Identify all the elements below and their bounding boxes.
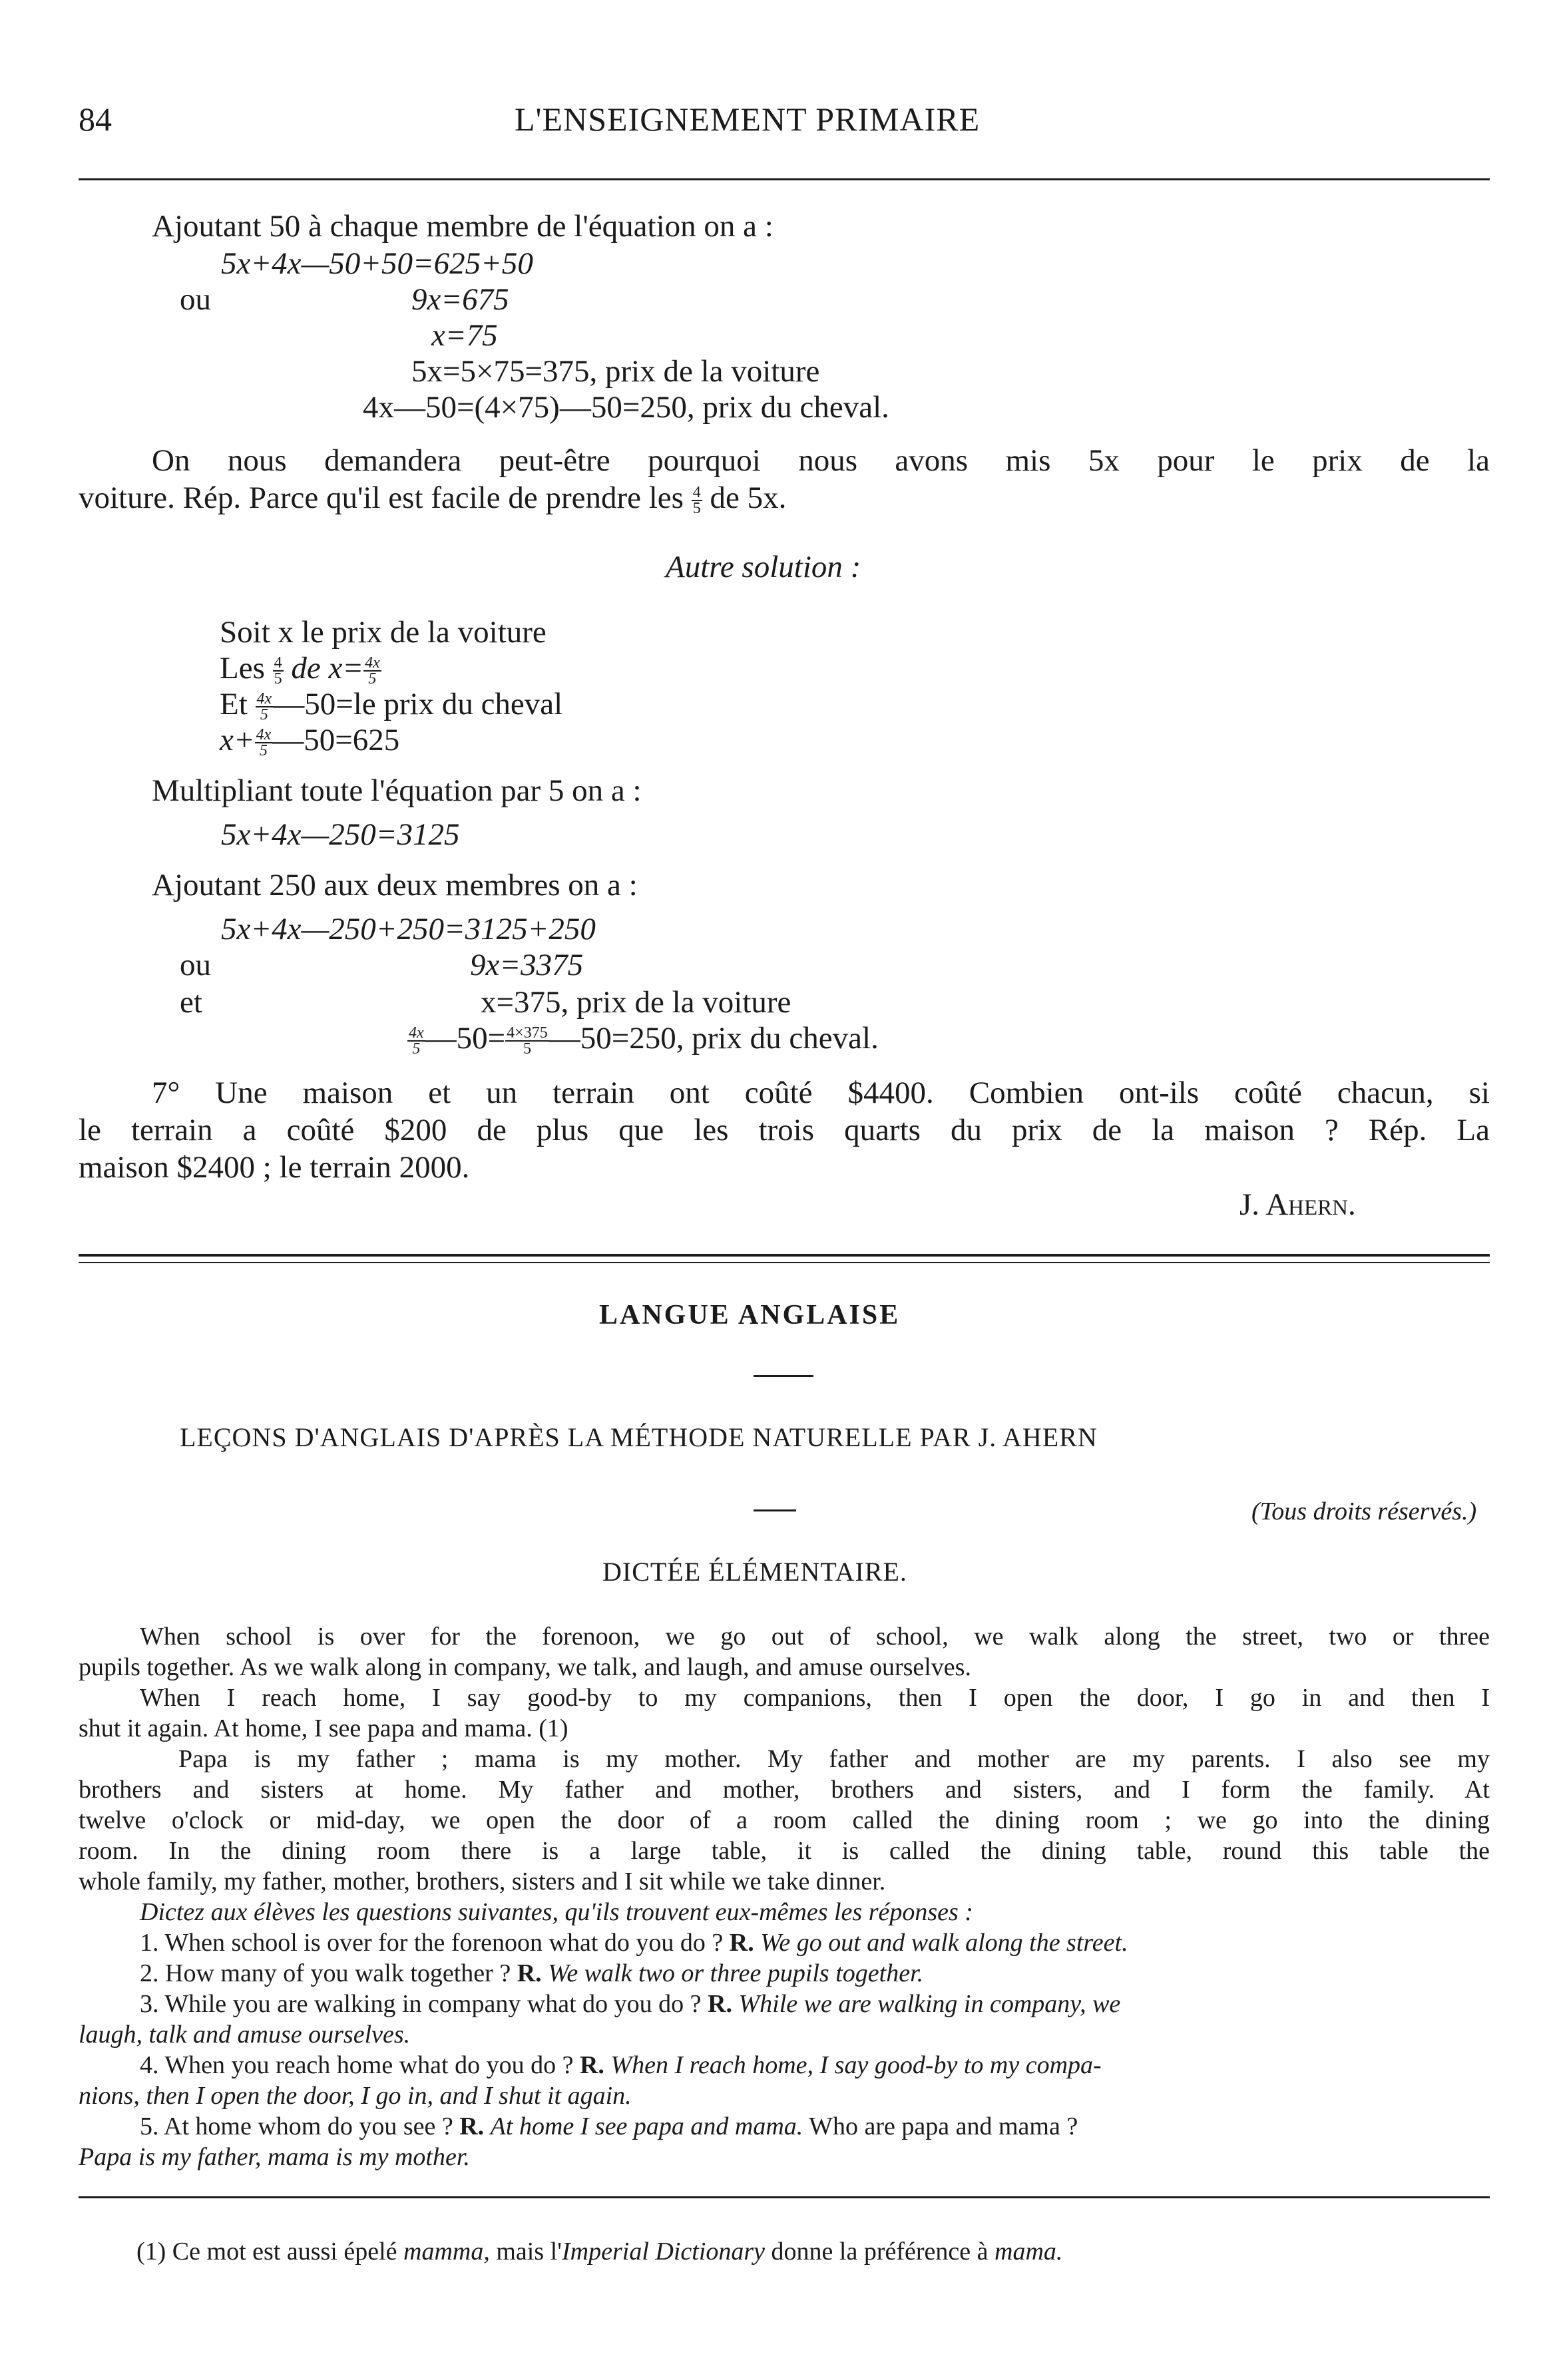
equation-7: 5x+4x—250+250=3125+250 xyxy=(221,912,596,946)
les-result-denominator: 5 xyxy=(368,670,377,688)
equation-5: 4x—50=(4×75)—50=250, prix du cheval. xyxy=(363,390,889,425)
et-fraction-numerator: 4x xyxy=(256,690,272,708)
answer-4-continued: nions, then I open the door, I go in, and I shut it again. xyxy=(79,2082,632,2110)
eq10-text-1: —50= xyxy=(425,1021,506,1056)
autre-solution-heading: Autre solution : xyxy=(666,550,861,584)
question-1 xyxy=(140,1927,1128,1958)
dictee-p3-line-3: twelve o'clock or mid-day, we open the door of a room called the dining room ; we go into the dining xyxy=(79,1806,1490,1834)
les-result-numerator: 4x xyxy=(365,654,380,672)
question-3-text: 3. While you are walking in company what do you do ? xyxy=(140,1990,702,2018)
et-line xyxy=(220,686,562,723)
dictee-title: DICTÉE ÉLÉMENTAIRE. xyxy=(602,1557,907,1587)
equation-1: 5x+4x—50+50=625+50 xyxy=(221,246,533,281)
question-4-text: 4. When you reach home what do you do ? xyxy=(140,2051,574,2079)
equation-6: 5x+4x—250=3125 xyxy=(221,817,460,852)
dictee-p3-line-1: Papa is my father ; mama is my mother. My father and mother are my parents. I also see my xyxy=(178,1745,1490,1773)
soit-line: Soit x le prix de la voiture xyxy=(220,615,547,650)
footnote-word-mamma: mamma, xyxy=(403,2238,490,2266)
header-rule xyxy=(79,178,1490,180)
fraction-numerator: 4 xyxy=(692,484,701,502)
et-fraction-denominator: 5 xyxy=(260,706,268,724)
et-fraction xyxy=(256,692,274,722)
footnote-text-2: mais l' xyxy=(496,2238,562,2266)
question-2 xyxy=(140,1958,923,1989)
answer-marker: R. xyxy=(729,1929,754,1957)
dictee-p1-line-2: pupils together. As we walk along in company, we talk, and laugh, and amuse ourselves. xyxy=(79,1653,971,1681)
les-text: Les xyxy=(220,651,265,686)
dictee-p3-line-2: brothers and sisters at home. My father and mother, brothers and sisters, and I form the family. At xyxy=(79,1776,1490,1804)
question-5-text: 5. At home whom do you see ? xyxy=(140,2112,453,2140)
fraction-four-fifths xyxy=(692,485,702,516)
answer-5-text: At home I see papa and mama. xyxy=(490,2112,803,2140)
running-title: L'ENSEIGNEMENT PRIMAIRE xyxy=(515,100,981,138)
answer-5-continued: Papa is my father, mama is my mother. xyxy=(79,2143,470,2171)
question-5-followup: Who are papa and mama ? xyxy=(809,2112,1078,2140)
answer-marker: R. xyxy=(517,1959,542,1987)
les-fraction-numerator: 4 xyxy=(274,654,282,672)
question-2-text: 2. How many of you walk together ? xyxy=(140,1959,511,1987)
answer-4-text: When I reach home, I say good-by to my compa- xyxy=(610,2051,1102,2079)
question-4 xyxy=(140,2050,1102,2081)
eq10-fraction-1-denominator: 5 xyxy=(412,1040,421,1058)
paragraph-1-line-2 xyxy=(79,479,786,516)
footnote-text-1: (1) Ce mot est aussi épelé xyxy=(136,2238,397,2266)
section-subtitle: LEÇONS D'ANGLAIS D'APRÈS LA MÉTHODE NATURELLE PAR J. AHERN xyxy=(180,1422,1098,1452)
les-result-fraction xyxy=(363,656,381,686)
xplus-text: x+ xyxy=(220,723,255,757)
eq10-text-2: —50=250, prix du cheval. xyxy=(549,1021,879,1056)
les-fraction xyxy=(273,656,284,686)
question-1-text: 1. When school is over for the forenoon what do you do ? xyxy=(140,1929,724,1957)
problem-7-line-1: 7° Une maison et un terrain ont coûté $4400. Combien ont-ils coûté chacun, si xyxy=(152,1076,1490,1110)
paragraph-1-line-2-text: voiture. Rép. Parce qu'il est facile de prendre les xyxy=(79,481,684,515)
xplus-fraction-numerator: 4x xyxy=(256,726,272,744)
dictee-p1-line-1: When school is over for the forenoon, we go out of school, we walk along the street, two or three xyxy=(140,1623,1490,1651)
dictee-p2-line-2: shut it again. At home, I see papa and mama. (1) xyxy=(79,1714,568,1742)
xplus-line xyxy=(220,721,399,759)
rights-reserved: (Tous droits réservés.) xyxy=(1251,1497,1477,1525)
equation-9: x=375, prix de la voiture xyxy=(481,985,791,1020)
multipliant-line: Multipliant toute l'équation par 5 on a : xyxy=(152,773,642,808)
dictee-p3-line-5: whole family, my father, mother, brothers, sisters and I sit while we take dinner. xyxy=(79,1868,886,1895)
xplus-text-2: —50=625 xyxy=(272,723,400,757)
xplus-fraction xyxy=(255,727,273,758)
xplus-fraction-denominator: 5 xyxy=(259,742,268,760)
answer-3-text: While we are walking in company, we xyxy=(738,1990,1121,2018)
title-dash xyxy=(754,1375,813,1377)
equation-2: 9x=675 xyxy=(411,282,509,317)
ajoutant-250-line: Ajoutant 250 aux deux membres on a : xyxy=(152,868,638,902)
answer-3-continued: laugh, talk and amuse ourselves. xyxy=(79,2021,411,2049)
footnote xyxy=(136,2236,1062,2267)
eq10-fraction-2 xyxy=(505,1026,549,1056)
problem-7-line-3: maison $2400 ; le terrain 2000. xyxy=(79,1150,470,1185)
footnote-word-mama: mama. xyxy=(994,2238,1063,2266)
paragraph-1-line-2-end: de 5x. xyxy=(710,481,787,515)
eq10-fraction-2-denominator: 5 xyxy=(523,1040,531,1058)
paragraph-1-line-1: On nous demandera peut-être pourquoi nous avons mis 5x pour le prix de la xyxy=(152,443,1490,478)
eq10-fraction-1-numerator: 4x xyxy=(409,1024,424,1042)
answer-1-text: We go out and walk along the street. xyxy=(760,1929,1128,1957)
les-line xyxy=(220,650,381,687)
dictee-p2-line-1: When I reach home, I say good-by to my companions, then I open the door, I go in and then I xyxy=(140,1684,1490,1712)
dictee-p3-line-4: room. In the dining room there is a large table, it is called the dining table, round this table the xyxy=(79,1837,1490,1865)
equation-3: x=75 xyxy=(431,318,498,353)
question-3 xyxy=(140,1989,1120,2019)
subtitle-dash xyxy=(754,1509,796,1511)
equation-8: 9x=3375 xyxy=(470,948,584,982)
author-signature: J. Ahern. xyxy=(1239,1187,1356,1222)
section-rule-top xyxy=(79,1254,1490,1257)
les-text-2: de x= xyxy=(291,651,364,686)
ou-label-2: ou xyxy=(180,948,211,982)
answer-2-text: We walk two or three pupils together. xyxy=(548,1959,924,1987)
footnote-rule xyxy=(79,2196,1490,2198)
problem-7-line-2: le terrain a coûté $200 de plus que les trois quarts du prix de la maison ? Rép. La xyxy=(79,1113,1490,1147)
question-5 xyxy=(140,2111,1078,2142)
dictee-instructions: Dictez aux élèves les questions suivantes, qu'ils trouvent eux-mêmes les réponses : xyxy=(140,1898,973,1926)
et-text-2: —50=le prix du cheval xyxy=(273,687,563,721)
answer-marker: R. xyxy=(459,2112,485,2140)
eq10-fraction-1 xyxy=(407,1026,425,1056)
et-text: Et xyxy=(220,687,248,721)
page-number: 84 xyxy=(79,100,112,138)
les-fraction-denominator: 5 xyxy=(274,670,282,688)
footnote-dictionary: Imperial Dictionary xyxy=(562,2238,766,2266)
section-title: LANGUE ANGLAISE xyxy=(599,1300,901,1330)
equation-10 xyxy=(407,1020,879,1057)
answer-marker: R. xyxy=(708,1990,733,2018)
answer-marker: R. xyxy=(579,2051,604,2079)
footnote-text-3: donne la préférence à xyxy=(771,2238,989,2266)
fraction-denominator: 5 xyxy=(692,500,701,518)
math-intro: Ajoutant 50 à chaque membre de l'équation on a : xyxy=(152,209,773,244)
et-label-2: et xyxy=(180,985,202,1020)
section-rule-bottom xyxy=(79,1262,1490,1263)
equation-4: 5x=5×75=375, prix de la voiture xyxy=(411,354,820,389)
ou-label-1: ou xyxy=(180,282,211,317)
eq10-fraction-2-numerator: 4×375 xyxy=(507,1024,548,1042)
